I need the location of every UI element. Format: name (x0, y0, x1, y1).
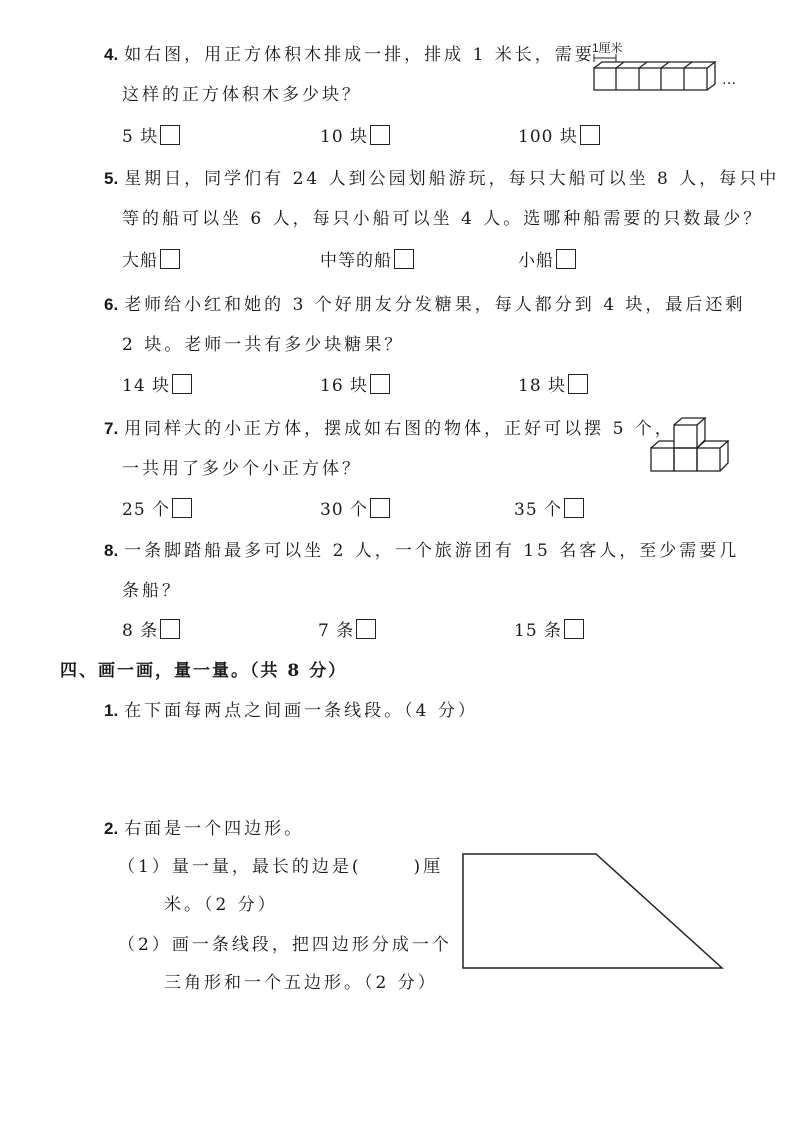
q8-text-line2: 条船？ (122, 581, 182, 601)
q4-text-line2: 这样的正方体积木多少块？ (122, 85, 362, 105)
q7-number: 7. (104, 419, 119, 438)
q4-option-1 (122, 122, 180, 147)
q6-text-line1: 老师给小红和她的 3 个好朋友分发糖果，每人都分到 4 块，最后还剩 (124, 295, 746, 315)
quadrilateral-shape (463, 854, 722, 968)
q7-option-1 (122, 495, 192, 520)
q7-option-3-checkbox[interactable] (564, 498, 584, 518)
q8-option-1 (122, 616, 180, 641)
section4-item2-sub2-line2: 三角形和一个五边形。（2 分） (164, 973, 438, 993)
q6-option-3-checkbox[interactable] (568, 374, 588, 394)
q7-text-line2: 一共用了多少个小正方体？ (122, 459, 362, 479)
q7-line1 (104, 414, 675, 439)
q5-text-line2: 等的船可以坐 6 人，每只小船可以坐 4 人。选哪种船需要的只数最少？ (122, 209, 764, 229)
q5-option-1 (122, 246, 180, 271)
q4-option-1-checkbox[interactable] (160, 125, 180, 145)
q5-text-line1: 星期日，同学们有 24 人到公园划船游玩，每只大船可以坐 8 人，每只中 (124, 169, 780, 189)
q6-option-3-label: 18 块 (518, 376, 567, 396)
q8-line1 (104, 536, 739, 561)
q5-option-2 (320, 246, 414, 271)
q4-fig-ellipsis: … (722, 72, 736, 88)
sub1-text-a: 量一量，最长的边是( (171, 857, 362, 877)
q5-option-3-label: 小船 (518, 251, 554, 271)
q8-text-line1: 一条脚踏船最多可以坐 2 人，一个旅游团有 15 名客人，至少需要几 (124, 541, 740, 561)
q6-line1 (104, 290, 745, 315)
q7-option-2-label: 30 个 (320, 500, 369, 520)
q5-option-1-checkbox[interactable] (160, 249, 180, 269)
quadrilateral-figure (458, 850, 728, 972)
q5-line1 (104, 164, 779, 189)
q4-number: 4. (104, 45, 119, 64)
q7-option-3-label: 35 个 (514, 500, 563, 520)
section4-item1 (104, 696, 478, 721)
q5-option-1-label: 大船 (122, 251, 158, 271)
q8-option-3-label: 15 条 (514, 621, 563, 641)
q4-option-2-checkbox[interactable] (370, 125, 390, 145)
q4-option-2-label: 10 块 (320, 127, 369, 147)
q6-option-1-checkbox[interactable] (172, 374, 192, 394)
q8-number: 8. (104, 541, 119, 560)
q5-option-3 (518, 246, 576, 271)
q7-option-1-label: 25 个 (122, 500, 171, 520)
q7-text-line1: 用同样大的小正方体，摆成如右图的物体，正好可以摆 5 个， (124, 419, 675, 439)
sub2-text: 画一条线段，把四边形分成一个 (171, 935, 452, 955)
q4-option-3-checkbox[interactable] (580, 125, 600, 145)
q5-option-2-checkbox[interactable] (394, 249, 414, 269)
q6-option-2 (320, 371, 390, 396)
q7-cube-stack-figure (648, 410, 732, 474)
sub1-text-b: )厘 (413, 857, 444, 877)
q6-option-1-label: 14 块 (122, 376, 171, 396)
q7-option-2 (320, 495, 390, 520)
q4-fig-label: 1厘米 (592, 41, 623, 55)
q6-option-1 (122, 371, 192, 396)
q8-option-2-label: 7 条 (318, 621, 355, 641)
q4-cube-row (594, 62, 715, 90)
q4-text-line1: 如右图，用正方体积木排成一排，排成 1 米长，需要 (124, 45, 595, 65)
q8-option-2 (318, 616, 376, 641)
q4-option-1-label: 5 块 (122, 127, 159, 147)
section4-title: 四、画一画，量一量。（共 8 分） (60, 661, 348, 681)
q4-option-3-label: 100 块 (518, 127, 578, 147)
q4-option-3 (518, 122, 600, 147)
section4-item1-number: 1. (104, 701, 119, 720)
section4-item2-sub1-line2: 米。（2 分） (164, 895, 278, 915)
q6-option-3 (518, 371, 588, 396)
q8-option-2-checkbox[interactable] (356, 619, 376, 639)
q7-option-3 (514, 495, 584, 520)
section4-item2-sub2-line1 (118, 930, 452, 955)
section4-item2-text: 右面是一个四边形。 (124, 819, 305, 839)
sub1-label: （1） (118, 857, 172, 877)
section4-item2-number: 2. (104, 819, 119, 838)
section4-item2-sub1-line1 (118, 852, 443, 877)
q6-option-2-checkbox[interactable] (370, 374, 390, 394)
q5-option-2-label: 中等的船 (320, 251, 392, 271)
q4-cube-row-figure (588, 38, 748, 94)
q8-option-3-checkbox[interactable] (564, 619, 584, 639)
section4-item2 (104, 814, 304, 839)
q5-number: 5. (104, 169, 119, 188)
q6-option-2-label: 16 块 (320, 376, 369, 396)
section4-item1-text: 在下面每两点之间画一条线段。（4 分） (124, 701, 478, 721)
sub2-label: （2） (118, 935, 172, 955)
q6-text-line2: 2 块。老师一共有多少块糖果？ (122, 335, 405, 355)
q8-option-1-label: 8 条 (122, 621, 159, 641)
q8-option-3 (514, 616, 584, 641)
q7-cube-stack (651, 418, 728, 471)
q6-number: 6. (104, 295, 119, 314)
q7-option-2-checkbox[interactable] (370, 498, 390, 518)
q5-option-3-checkbox[interactable] (556, 249, 576, 269)
q8-option-1-checkbox[interactable] (160, 619, 180, 639)
q4-line1 (104, 40, 595, 65)
q7-option-1-checkbox[interactable] (172, 498, 192, 518)
q4-option-2 (320, 122, 390, 147)
